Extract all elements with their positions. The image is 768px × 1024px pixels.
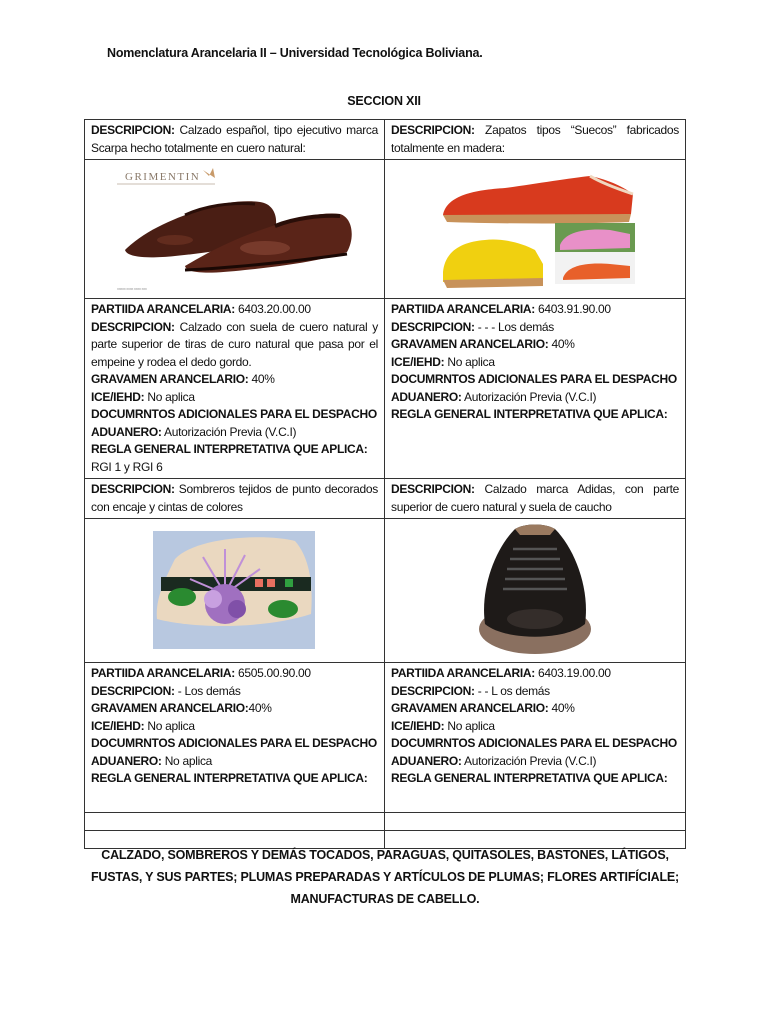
item-4-partida: 6403.19.00.00 xyxy=(537,666,611,680)
item-2-partida: 6403.91.90.00 xyxy=(537,302,611,316)
item-1-partida: 6403.20.00.00 xyxy=(237,302,311,316)
item-1-tariff-info: PARTIIDA ARANCELARIA: 6403.20.00.00 DESCRIPCION: Calzado con suela de cuero natural y parte superior de tiras de curo natural que pasa por el empeine y rodea el dedo gordo. GRAVAMEN ARANCELARIO: 40% ICE/IEHD: No aplica DOCUMRNTOS ADICIONALES PARA EL DESPACHO ADUANERO: Autorización Previa (V.C.I) REGLA GENERAL INTERPRETATIVA QUE APLICA: RGI 1 y RGI 6 xyxy=(85,299,385,479)
decorated-hat-image xyxy=(85,519,385,662)
section-footer-title: CALZADO, SOMBREROS Y DEMÁS TOCADOS, PARAGUAS, QUITASOLES, BASTONES, LÁTIGOS, FUSTAS, Y SUS PARTES; PLUMAS PREPARADAS Y ARTÍCULOS DE PLUMAS; FLORES ARTIFÍCIALE; MANUFACTURAS DE CABELLO. xyxy=(90,848,680,906)
item-4-image-cell xyxy=(385,519,686,663)
item-1-partida-desc: Calzado con suela de cuero natural y parte superior de tiras de curo natural que pasa por el empeine y rodea el dedo gordo. xyxy=(91,319,378,369)
item-2-image-cell xyxy=(385,160,686,299)
item-4-description: DESCRIPCION: Calzado marca Adidas, con parte superior de cuero natural y suela de caucho xyxy=(385,479,686,519)
item-2-description: DESCRIPCION: Zapatos tipos “Suecos” fabricados totalmente en madera: xyxy=(385,120,686,160)
item-1-description: DESCRIPCION: Calzado español, tipo ejecutivo marca Scarpa hecho totalmente en cuero natural: xyxy=(85,120,385,160)
document-header: Nomenclatura Arancelaria II – Universidad Tecnológica Boliviana. xyxy=(107,46,483,60)
tariff-table xyxy=(84,119,686,849)
item-3-tariff-info: PARTIIDA ARANCELARIA: 6505.00.90.00 DESCRIPCION: - Los demás GRAVAMEN ARANCELARIO:40% ICE/IEHD: No aplica DOCUMRNTOS ADICIONALES PARA EL DESPACHO ADUANERO: No aplica REGLA GENERAL INTERPRETATIVA QUE APLICA: xyxy=(85,663,385,813)
item-4-tariff-info: PARTIIDA ARANCELARIA: 6403.19.00.00 DESCRIPCION: - - L os demás GRAVAMEN ARANCELARIO: 40% ICE/IEHD: No aplica DOCUMRNTOS ADICIONALES PARA EL DESPACHO ADUANERO: Autorización Previa (V.C.I) REGLA GENERAL INTERPRETATIVA QUE APLICA: xyxy=(385,663,686,813)
section-title: SECCION XII xyxy=(347,94,421,108)
item-1-image-cell xyxy=(85,160,385,299)
black-sneaker-image xyxy=(385,519,686,662)
wooden-clogs-image xyxy=(385,160,686,298)
svg-text:GRIMENTIN: GRIMENTIN xyxy=(125,171,201,183)
svg-text:xxxxx xxxx xxxx xxx: xxxxx xxxx xxxx xxx xyxy=(117,286,147,291)
empty-cell xyxy=(385,813,686,831)
empty-cell xyxy=(85,813,385,831)
item-1-regla: RGI 1 y RGI 6 xyxy=(91,459,163,474)
item-2-tariff-info: PARTIIDA ARANCELARIA: 6403.91.90.00 DESCRIPCION: - - - Los demás GRAVAMEN ARANCELARIO: 40% ICE/IEHD: No aplica DOCUMRNTOS ADICIONALES PARA EL DESPACHO ADUANERO: Autorización Previa (V.C.I) REGLA GENERAL INTERPRETATIVA QUE APLICA: xyxy=(385,299,686,479)
item-3-partida: 6505.00.90.00 xyxy=(237,666,311,680)
item-3-description: DESCRIPCION: Sombreros tejidos de punto decorados con encaje y cintas de colores xyxy=(85,479,385,519)
item-3-image-cell xyxy=(85,519,385,663)
dress-shoes-image xyxy=(85,160,385,298)
